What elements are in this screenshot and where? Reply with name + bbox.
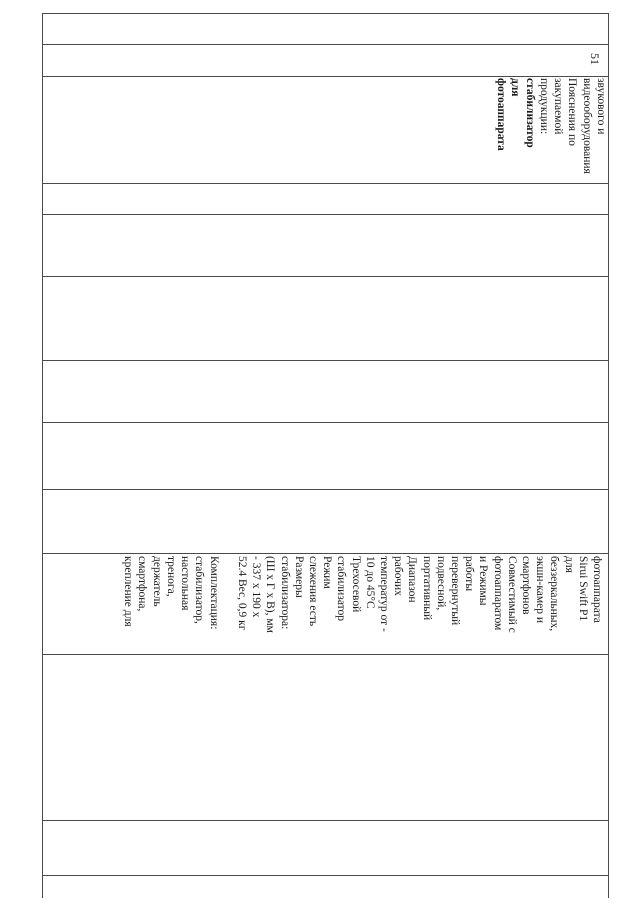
row-divider [42,553,609,554]
header-cell-line: для [509,78,522,97]
header-cell-line: звукового и [595,78,607,135]
description-line: Совместимый с [505,556,518,633]
description-line: Режим [321,556,334,589]
product-explanation-cell [494,78,608,174]
description-line: подвесной, [434,556,447,611]
description-line: портативный [420,556,433,621]
row-divider [42,76,609,77]
description-line: 10 до 45°C [363,556,376,609]
description-line: настольная [179,556,192,611]
header-cell-line: фотоаппарата [494,78,507,151]
header-cell-line: стабилизатор [523,78,536,148]
description-line: рабочих [392,556,405,596]
description-line: Sirui Swift P1 [576,556,589,622]
row-divider [42,489,609,490]
description-line: 52.4 Вес, 0,9 кг [235,556,248,631]
product-description-cell [121,556,604,633]
description-line: и Режимы [477,556,490,606]
description-line: беззеркальных, [548,556,561,632]
description-line: экшн-камер и [534,556,547,624]
row-divider [42,875,609,876]
row-divider [42,214,609,215]
header-cell-line: видеооборудования [580,78,593,174]
description-line: перевернутый [448,556,461,626]
row-divider [42,654,609,655]
description-line: работы [463,556,476,592]
description-line: Диапазон [406,556,419,603]
row-divider [42,183,609,184]
description-line: стабилизатора: [278,556,291,630]
row-divider [42,820,609,821]
description-line: для [562,556,575,573]
description-line [221,556,235,633]
description-line: - 337 х 190 х [250,556,263,618]
header-cell-line: продукции: [537,78,550,135]
header-cell-line: Пояснения по [566,78,579,146]
description-line: стабилизатор, [193,556,206,624]
row-divider [42,360,609,361]
description-line: температур от - [377,556,390,632]
description-line: слежения есть [306,556,319,627]
page-number: 51 [588,53,602,65]
row-divider [42,276,609,277]
description-line: Размеры [292,556,305,598]
description-line: крепление для [122,556,135,627]
row-divider [42,44,609,45]
description-line: Трехосевой [349,556,362,613]
description-line: (Ш х Г х В), мм [264,556,277,633]
description-line: держатель [150,556,163,607]
description-line: Комплектация: [207,556,220,630]
description-line: смартфона, [136,556,149,612]
header-cell-line: закупаемой [552,78,565,135]
description-line: фотоаппаратом [491,556,504,631]
row-divider [42,422,609,423]
description-line: смартфонов [519,556,532,615]
description-line: фотоаппарата [591,556,603,623]
description-line: стабилизатор [335,556,348,621]
description-line: тренога, [164,556,177,597]
